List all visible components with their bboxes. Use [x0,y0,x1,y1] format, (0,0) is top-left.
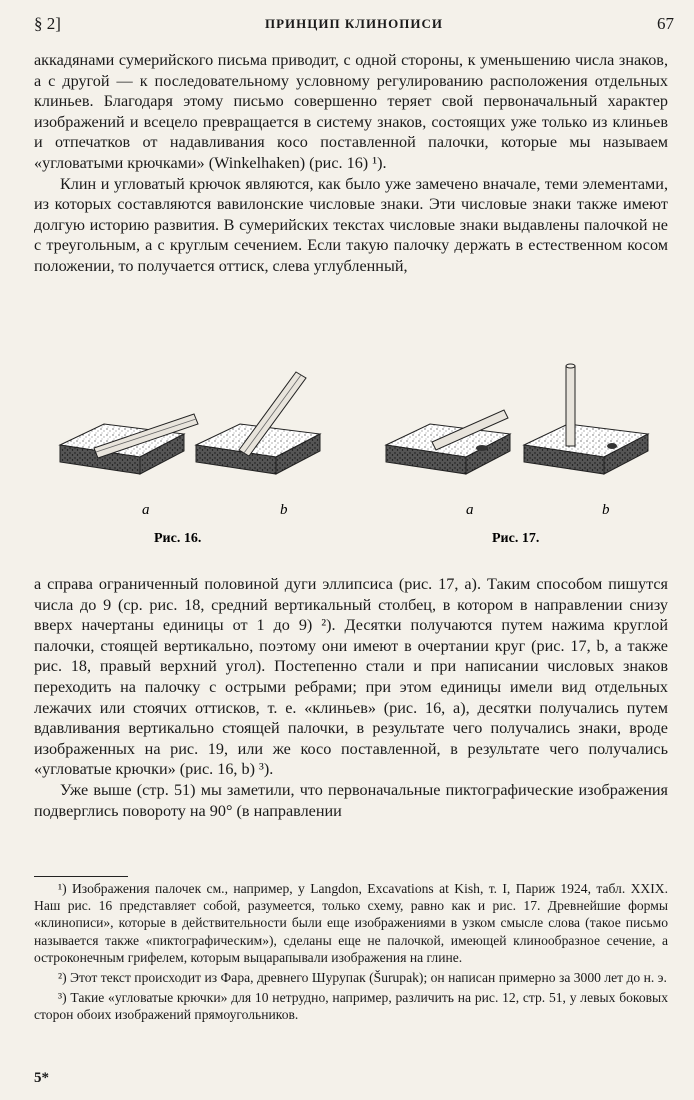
body-text-bottom [34,574,668,821]
footnote: ³) Такие «угловатые крючки» для 10 нетрудно, например, различить на рис. 12, стр. 51, у левых боковых сторон обоих изображений прямоугольников. [34,990,668,1023]
fig17-caption: Рис. 17. [492,531,540,546]
body-text-top [34,50,668,277]
fig17b-tablet [524,364,648,474]
paragraph: Клин и угловатый крючок являются, как было уже замечено вначале, теми элементами, из которых составляются вавилонские числовые знаки. Эти числовые знаки также имеют долгую историю развития. В сумерийских текстах числовые знаки выдавлены палочкой не с треугольным, а с круглым сечением. Если такую палочку держать в естественном косом положении, то получается оттиск, слева углубленный, [34,174,668,275]
running-title: ПРИНЦИП КЛИНОПИСИ [264,16,444,31]
figures-illustration [34,362,674,562]
page-number: 67 [657,14,674,33]
fig16a-tablet [60,414,198,474]
fig16-caption: Рис. 16. [154,531,202,546]
fig17a-tablet [386,410,510,474]
signature-mark: 5* [34,1070,49,1086]
fig16b-tablet [196,372,320,474]
footnote: ²) Этот текст происходит из Фара, древнего Шурупак (Šurupak); он написан примерно за 3000 лет до н. э. [58,970,667,986]
footnotes [34,880,668,1027]
paragraph: Уже выше (стр. 51) мы заметили, что первоначальные пиктографические изображения подверглись повороту на 90° (в направлении [34,780,668,820]
section-marker: § 2] [34,14,61,33]
footnote-rule [34,876,128,877]
fig17-label-a: a [466,502,474,518]
figures-area [34,362,674,562]
paragraph: а справа ограниченный половиной дуги эллипсиса (рис. 17, a). Таким способом пишутся числа до 9 (ср. рис. 18, средний вертикальный столбец, в котором в направлении снизу вверх начертаны единицы от 1 до 9) ²). Десятки получаются путем нажима круглой палочки, стоящей вертикально, поэтому они имеют в очертании круг (рис. 17, b, а также рис. 18, правый верхний угол). Постепенно стали и при написании числовых знаков переходить на палочку с острыми ребрами; при этом единицы имели вид отдельных лежачих или стоячих оттисков, т. е. «клиньев» (рис. 16, a), десятки получались путем вдавливания вертикально стоящей палочки, в результате чего получались знаки, вроде изображенных на рис. 19, или же косо поставленной, в результате чего получались «угловатые крючки» (рис. 16, b) ³). [34,575,668,779]
footnote: ¹) Изображения палочек см., например, у Langdon, Excavations at Kish, т. I, Париж 1924, табл. XXIX. Наш рис. 16 представляет собой, разумеется, только схему, равно как и рис. 17. Древнейшие формы «клинописи», которые в действительности были еще изображениями в узком смысле слова (такое письмо называется также «пиктографическим»), сделаны еще не палочкой, имеющей клинообразное сечение, а остроконечным грифелем, которым выцарапывали изображения на глине. [34,881,668,965]
page-header [34,14,674,38]
fig16-label-a: a [142,502,150,518]
fig16-label-b: b [280,502,288,518]
paragraph: аккадянами сумерийского письма приводит, с одной стороны, к уменьшению числа знаков, а с другой — к последовательному условному регулированию расположения отдельных клиньев. Благодаря этому письмо совершенно теряет свой первоначальный характер изображений и всецело превращается в систему знаков, состоящих уже только из клиньев и отпечатков от надавливания косо поставленной палочки, которые мы называем «угловатыми крючками» (Winkelhaken) (рис. 16) ¹). [34,51,668,172]
fig17-label-b: b [602,502,610,518]
